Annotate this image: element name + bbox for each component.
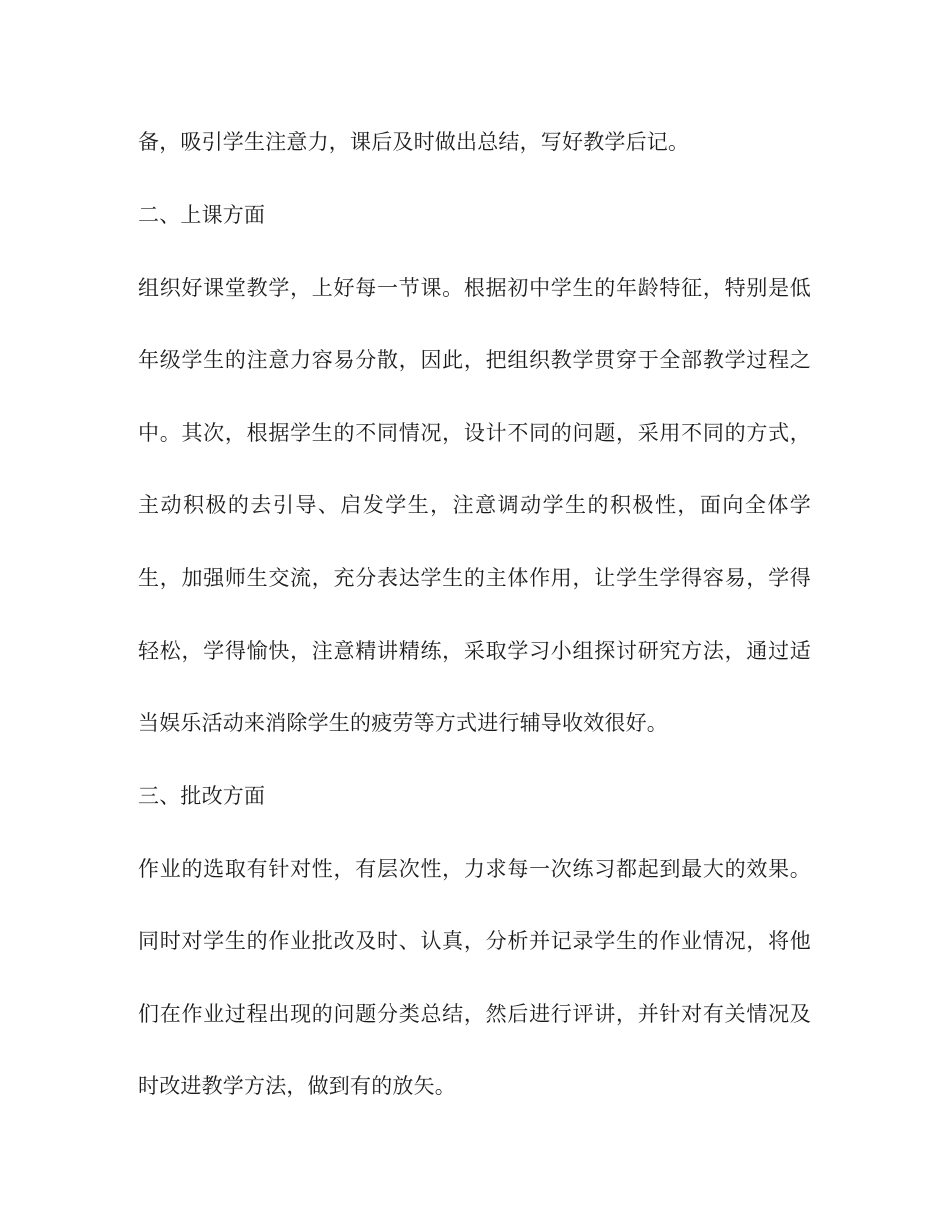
section-heading: 二、上课方面	[138, 203, 266, 227]
paragraph-line: 年级学生的注意力容易分散，因此，把组织教学贯穿于全部教学过程之	[138, 348, 811, 372]
paragraph-line: 中。其次，根据学生的不同情况，设计不同的问题，采用不同的方式，	[138, 421, 811, 445]
paragraph-line: 生，加强师生交流，充分表达学生的主体作用，让学生学得容易，学得	[138, 566, 811, 590]
paragraph-line: 备，吸引学生注意力，课后及时做出总结，写好教学后记。	[138, 130, 690, 154]
paragraph-line: 时改进教学方法，做到有的放矢。	[138, 1074, 456, 1098]
section-heading: 三、批改方面	[138, 784, 266, 808]
paragraph-line: 作业的选取有针对性，有层次性，力求每一次练习都起到最大的效果。	[138, 857, 811, 881]
paragraph-line: 组织好课堂教学，上好每一节课。根据初中学生的年龄特征，特别是低	[138, 276, 811, 300]
paragraph-line: 们在作业过程出现的问题分类总结，然后进行评讲，并针对有关情况及	[138, 1002, 811, 1026]
paragraph-line: 轻松，学得愉快，注意精讲精练，采取学习小组探讨研究方法，通过适	[138, 639, 811, 663]
paragraph-line: 主动积极的去引导、启发学生，注意调动学生的积极性，面向全体学	[138, 493, 811, 517]
paragraph-line: 同时对学生的作业批改及时、认真，分析并记录学生的作业情况，将他	[138, 929, 811, 953]
paragraph-line: 当娱乐活动来消除学生的疲劳等方式进行辅导收效很好。	[138, 711, 668, 735]
